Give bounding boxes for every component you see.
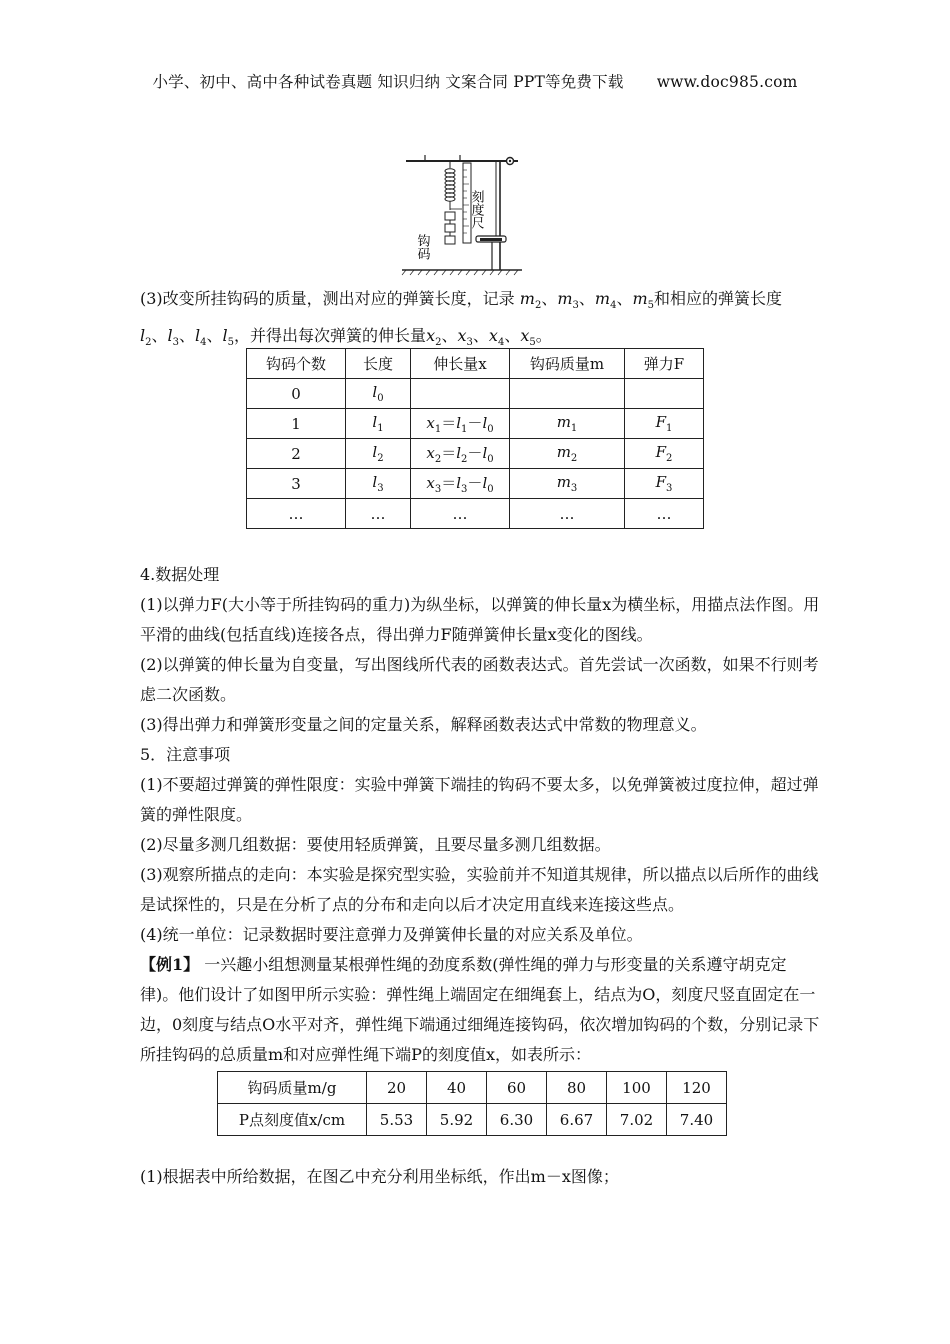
paragraph: (4)统一单位：记录数据时要注意弹力及弹簧伸长量的对应关系及单位。 (140, 925, 643, 944)
step3-text: (3)改变所挂钩码的质量，测出对应的弹簧长度，记录 (140, 289, 515, 308)
table-cell: $l_1$ (346, 409, 411, 439)
table-cell: 20 (367, 1072, 427, 1104)
weight-label: 钩码 (414, 234, 430, 260)
spring-apparatus-figure (400, 152, 525, 277)
table-row (247, 409, 704, 439)
table-cell: $F_3$ (625, 469, 704, 499)
table-row-label: 钩码质量m/g (218, 1072, 367, 1104)
table-cell: $l_2$ (346, 439, 411, 469)
measurement-table (217, 1071, 727, 1136)
table-cell: … (346, 499, 411, 529)
table-cell (625, 379, 704, 409)
paragraph: (3)得出弹力和弹簧形变量之间的定量关系，解释函数表达式中常数的物理意义。 (140, 715, 707, 734)
table-cell (411, 379, 510, 409)
table-cell: … (411, 499, 510, 529)
table-cell: 80 (547, 1072, 607, 1104)
section-title: 5．注意事项 (140, 745, 231, 764)
table-cell: 1 (247, 409, 346, 439)
step3-text-tail: 和相应的弹簧长度 (654, 289, 783, 308)
table-header: 伸长量x (411, 349, 510, 379)
table-row-label: P点刻度值x/cm (218, 1104, 367, 1136)
table-cell: 120 (667, 1072, 727, 1104)
paragraph: (1)以弹力F(大小等于所挂钩码的重力)为纵坐标，以弹簧的伸长量x为横坐标，用描点法作图。用平滑的曲线(包括直线)连接各点，得出弹力F随弹簧伸长量x变化的图线。 (140, 595, 820, 644)
table-cell: $m_3$ (510, 469, 625, 499)
table-row (247, 469, 704, 499)
table-header-row (247, 349, 704, 379)
table-header: 钩码个数 (247, 349, 346, 379)
ruler-label: 刻度尺 (468, 190, 484, 229)
table-row (247, 439, 704, 469)
table-cell: 60 (487, 1072, 547, 1104)
table-cell: 6.67 (547, 1104, 607, 1136)
table-row (247, 499, 704, 529)
spring-data-table (246, 348, 704, 529)
paragraph: (1)不要超过弹簧的弹性限度：实验中弹簧下端挂的钩码不要太多，以免弹簧被过度拉伸，超过弹簧的弹性限度。 (140, 775, 819, 824)
table-cell: $F_2$ (625, 439, 704, 469)
table-cell: 7.40 (667, 1104, 727, 1136)
table-cell: 0 (247, 379, 346, 409)
table-cell: 7.02 (607, 1104, 667, 1136)
table-row (218, 1104, 727, 1136)
table-cell: … (625, 499, 704, 529)
table-cell: … (510, 499, 625, 529)
example-text: 一兴趣小组想测量某根弹性绳的劲度系数(弹性绳的弹力与形变量的关系遵守胡克定律)。他们设计了如图甲所示实验：弹性绳上端固定在细绳套上，结点为O，刻度尺竖直固定在一边，0刻度与结点O水平对齐，弹性绳下端通过细绳连接钩码，依次增加钩码的个数，分别记录下所挂钩码的总质量m和对应弹性绳下端P的刻度值x，如表所示： (140, 955, 820, 1064)
table-cell: $x_2=l_2-l_0$ (411, 439, 510, 469)
question-1: (1)根据表中所给数据，在图乙中充分利用坐标纸，作出m－x图像； (140, 1167, 619, 1186)
header-site: www.doc985.com (656, 73, 798, 91)
page-header (0, 70, 950, 92)
table-cell: $l_0$ (346, 379, 411, 409)
example-label: 【例1】 (140, 955, 200, 974)
table-cell: 100 (607, 1072, 667, 1104)
table-cell (510, 379, 625, 409)
table-cell: $l_3$ (346, 469, 411, 499)
table-cell: 3 (247, 469, 346, 499)
table-cell: $F_1$ (625, 409, 704, 439)
table-row (218, 1072, 727, 1104)
table-header: 弹力F (625, 349, 704, 379)
table-cell: 5.53 (367, 1104, 427, 1136)
step3-paragraph: (3)改变所挂钩码的质量，测出对应的弹簧长度，记录 $m_2$、$m_3$、$m_4$、$m_5$和相应的弹簧长度 $l_2$、$l_3$、$l_4$、$l_5$，并得出每次弹簧的伸长量$x_2$、$x_3$、$x_4$、$x_5$。 (140, 289, 783, 349)
table-row (247, 379, 704, 409)
table-cell: … (247, 499, 346, 529)
section-title: 4.数据处理 (140, 565, 220, 584)
example-paragraph (140, 950, 824, 1070)
step3-text-tail2: ，并得出每次弹簧的伸长量 (234, 326, 427, 346)
table-cell: 2 (247, 439, 346, 469)
table-cell: $m_2$ (510, 439, 625, 469)
table-cell: $m_1$ (510, 409, 625, 439)
table-header: 长度 (346, 349, 411, 379)
table-cell: $x_3=l_3-l_0$ (411, 469, 510, 499)
table-cell: 5.92 (427, 1104, 487, 1136)
table-cell: 6.30 (487, 1104, 547, 1136)
table-cell: $x_1=l_1-l_0$ (411, 409, 510, 439)
paragraph: (2)以弹簧的伸长量为自变量，写出图线所代表的函数表达式。首先尝试一次函数，如果不行则考虑二次函数。 (140, 655, 819, 704)
table-header: 钩码质量m (510, 349, 625, 379)
table-cell: 40 (427, 1072, 487, 1104)
paragraph: (3)观察所描点的走向：本实验是探究型实验，实验前并不知道其规律，所以描点以后所作的曲线是试探性的，只是在分析了点的分布和走向以后才决定用直线来连接这些点。 (140, 865, 819, 914)
paragraph: (2)尽量多测几组数据：要使用轻质弹簧，且要尽量多测几组数据。 (140, 835, 611, 854)
header-text: 小学、初中、高中各种试卷真题 知识归纳 文案合同 PPT等免费下载 (152, 73, 624, 91)
